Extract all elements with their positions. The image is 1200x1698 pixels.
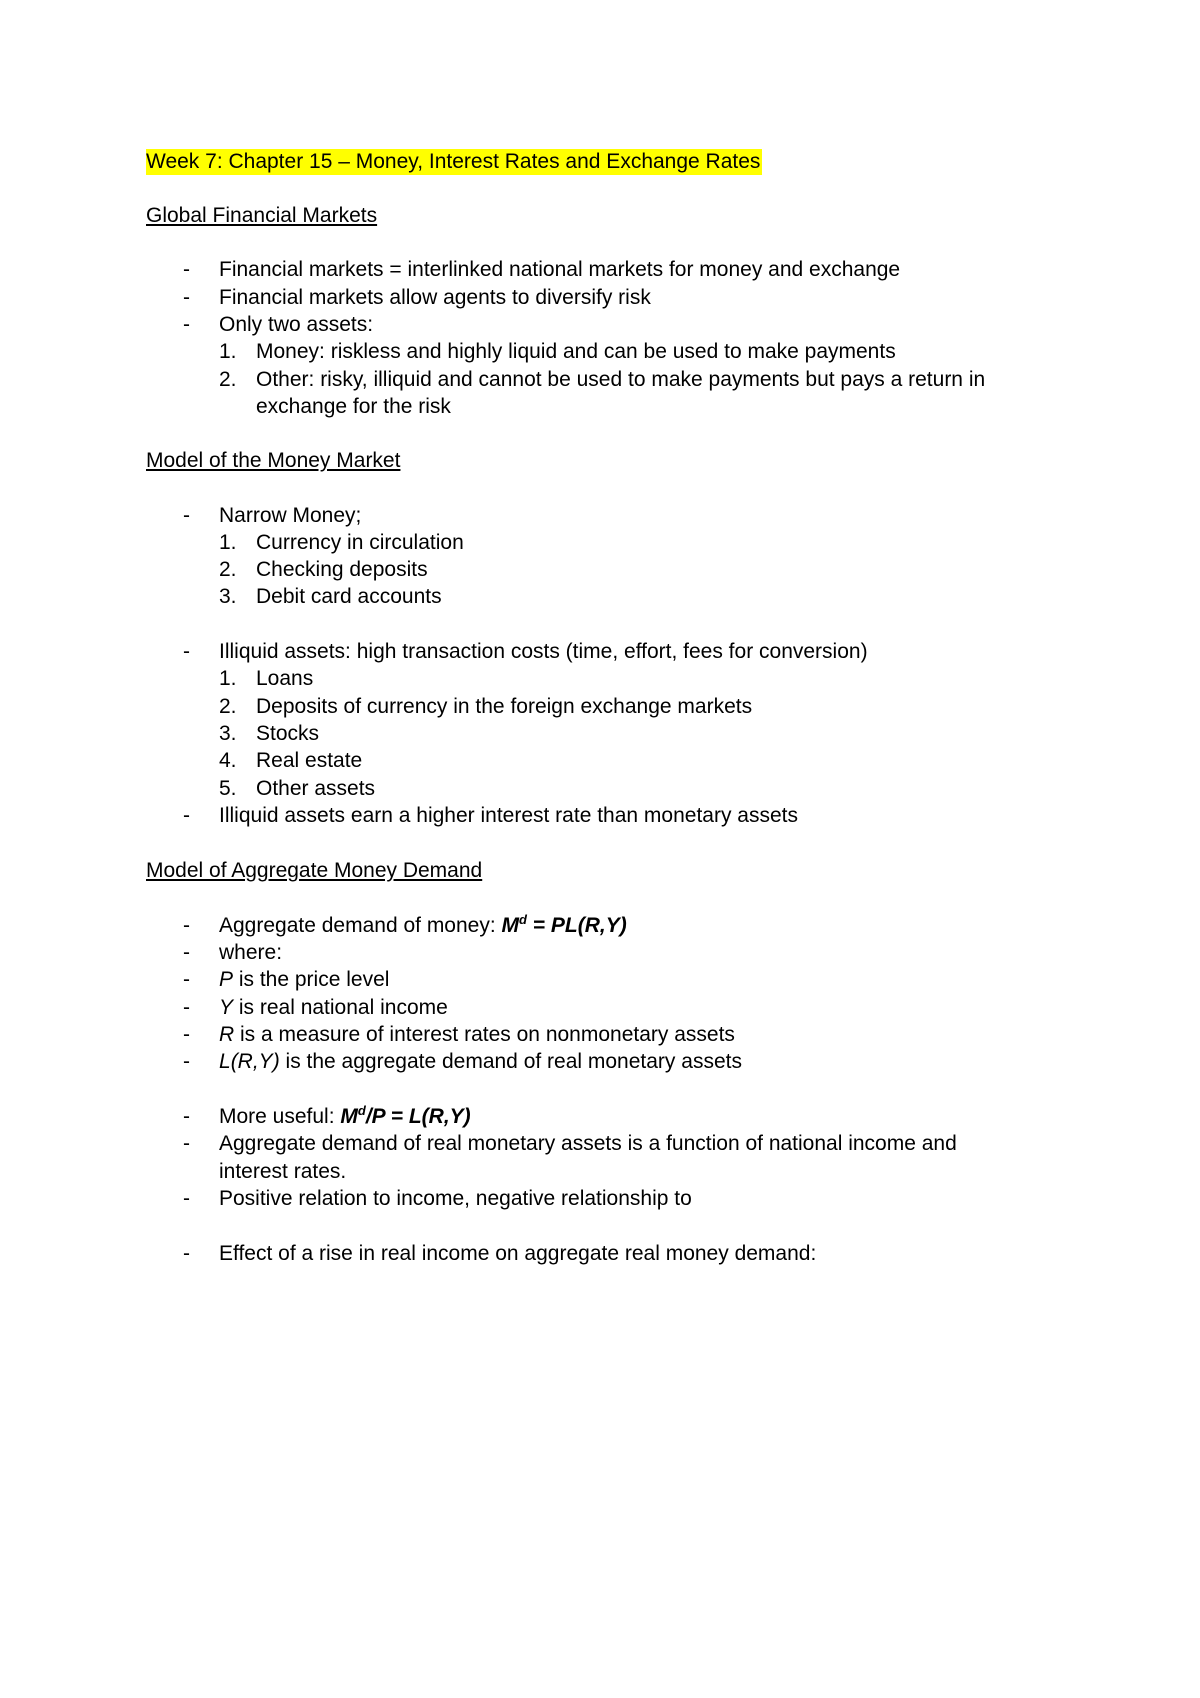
list-number: 3. [219,722,237,745]
formula-superscript: d [357,1103,366,1118]
section-heading-aggregate: Model of Aggregate Money Demand [146,859,483,882]
list-item: Narrow Money; [219,504,362,527]
list-number: 1. [219,531,237,554]
text-span: Aggregate demand of money: [219,914,502,937]
list-number: 5. [219,777,237,800]
section-heading-global: Global Financial Markets [146,204,378,227]
list-number: 2. [219,558,237,581]
list-item-price-level [219,967,389,993]
numbered-item: Currency in circulation [256,531,464,554]
formula-rest: = PL(R,Y) [526,914,627,937]
bullet-dash: - [183,968,190,991]
bullet-dash: - [183,914,190,937]
list-item: where: [219,941,283,964]
text-span: More useful: [219,1105,341,1128]
numbered-item: Stocks [256,722,320,745]
formula-m: M [340,1105,358,1128]
list-item-real-income [219,995,448,1021]
variable-args: (R,Y) [230,1050,280,1073]
list-item-more-useful [219,1104,471,1130]
variable: Y [219,996,234,1019]
bullet-dash: - [183,941,190,964]
list-item: Only two assets: [219,313,374,336]
numbered-item: Deposits of currency in the foreign exchange markets [256,695,753,718]
bullet-dash: - [183,804,190,827]
variable: P [219,968,234,991]
numbered-item: Debit card accounts [256,585,442,608]
list-item-continued: interest rates. [219,1160,347,1183]
list-item: Effect of a rise in real income on aggregate real money demand: [219,1242,817,1265]
list-number: 4. [219,749,237,772]
list-item: Illiquid assets: high transaction costs (time, effort, fees for conversion) [219,640,868,663]
bullet-dash: - [183,1105,190,1128]
formula-rest: /P = L(R,Y) [365,1105,471,1128]
text-span: is real national income [233,996,448,1019]
list-number: 3. [219,585,237,608]
variable: R [219,1023,235,1046]
bullet-dash: - [183,1242,190,1265]
text-span: is the aggregate demand of real monetary assets [279,1050,742,1073]
bullet-dash: - [183,313,190,336]
list-number: 2. [219,368,237,391]
variable: L [219,1050,231,1073]
list-item: Financial markets = interlinked national markets for money and exchange [219,258,901,281]
page-title: Week 7: Chapter 15 – Money, Interest Rates and Exchange Rates [146,150,761,173]
numbered-item: Loans [256,667,314,690]
bullet-dash: - [183,258,190,281]
list-number: 2. [219,695,237,718]
text-span: is a measure of interest rates on nonmonetary assets [234,1023,735,1046]
text-span: is the price level [233,968,390,991]
section-heading-money-market: Model of the Money Market [146,449,401,472]
list-item: Aggregate demand of real monetary assets is a function of national income and [219,1132,957,1155]
numbered-item: Money: riskless and highly liquid and can be used to make payments [256,340,896,363]
bullet-dash: - [183,1187,190,1210]
list-number: 1. [219,340,237,363]
numbered-item: Real estate [256,749,363,772]
formula-m: M [501,914,520,937]
numbered-item: Other assets [256,777,376,800]
bullet-dash: - [183,1132,190,1155]
list-item: Financial markets allow agents to diversify risk [219,286,651,309]
numbered-item: Checking deposits [256,558,428,581]
list-item: Illiquid assets earn a higher interest rate than monetary assets [219,804,798,827]
numbered-item: Other: risky, illiquid and cannot be used to make payments but pays a return in [256,368,986,391]
list-number: 1. [219,667,237,690]
bullet-dash: - [183,504,190,527]
formula-superscript: d [519,912,527,927]
bullet-dash: - [183,640,190,663]
list-item-money-demand [219,913,627,939]
list-item-l-function [219,1049,742,1075]
list-item-interest-rate [219,1022,735,1048]
numbered-item-continued: exchange for the risk [256,395,451,418]
bullet-dash: - [183,996,190,1019]
bullet-dash: - [183,286,190,309]
bullet-dash: - [183,1023,190,1046]
bullet-dash: - [183,1050,190,1073]
list-item: Positive relation to income, negative relationship to [219,1187,692,1210]
